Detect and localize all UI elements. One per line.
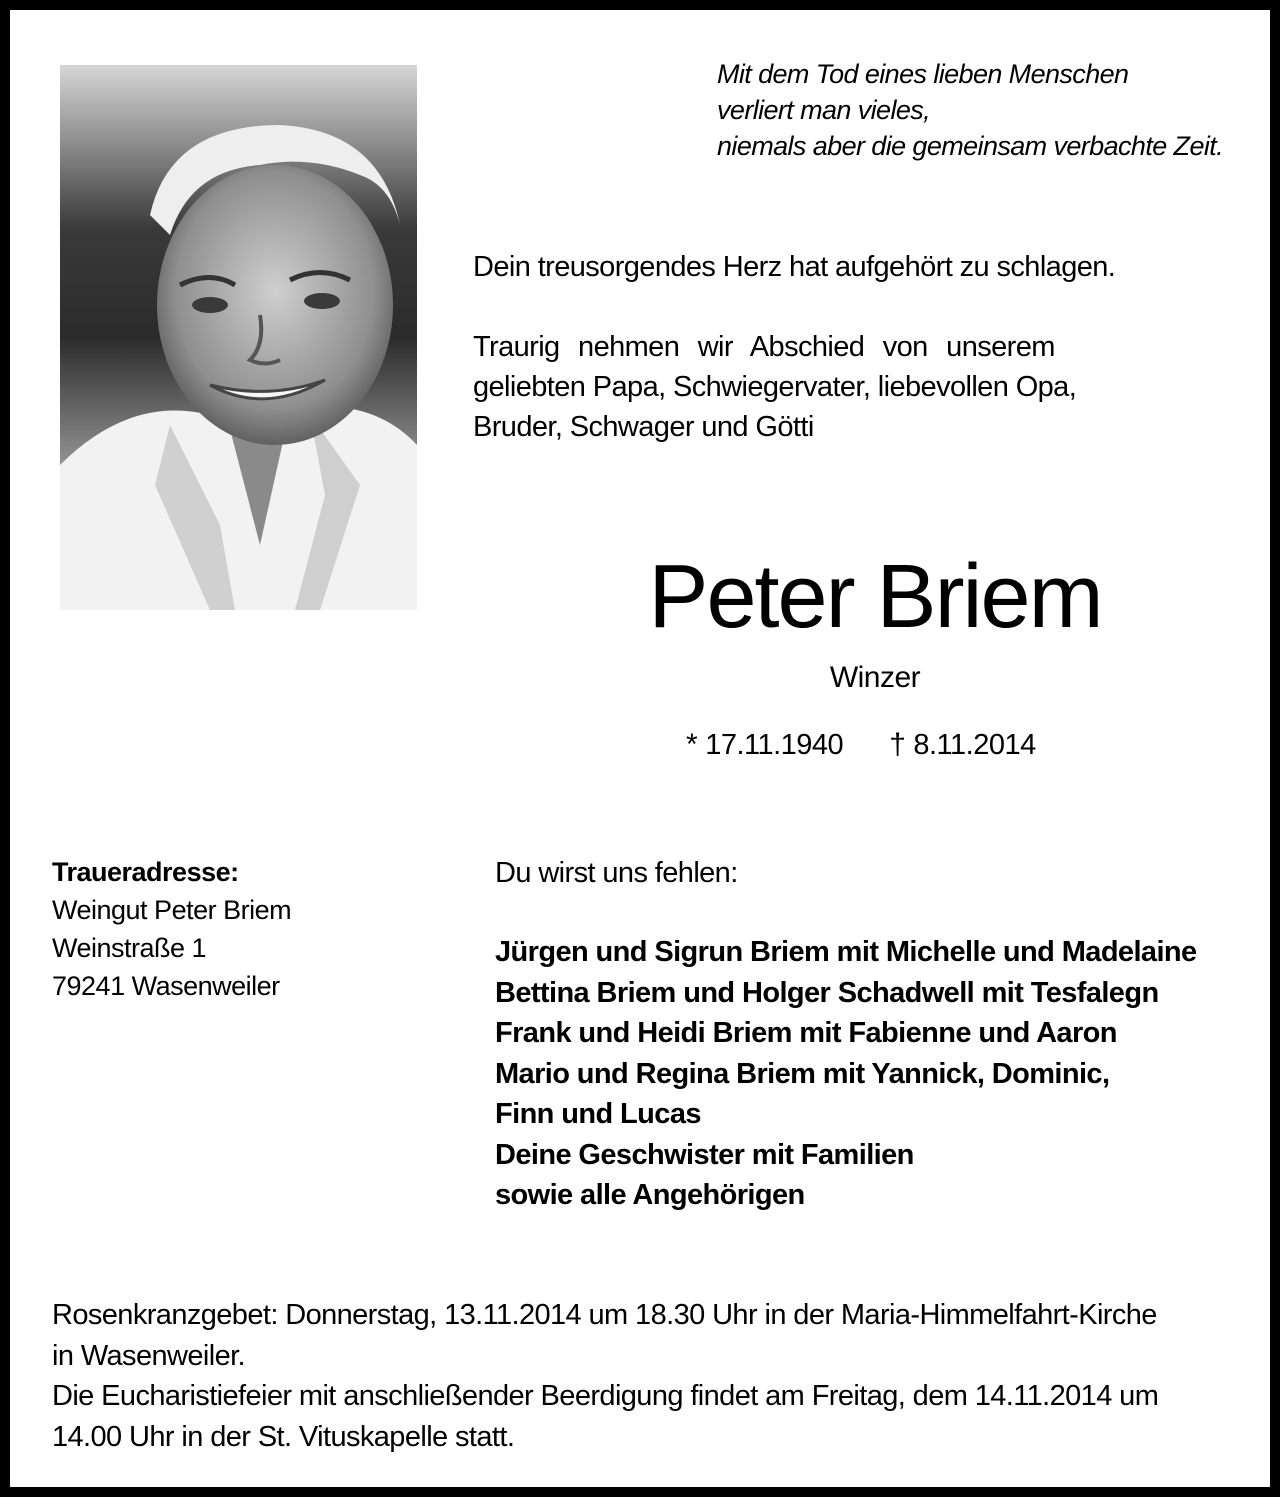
death-date: 8.11.2014 xyxy=(913,729,1036,761)
deceased-occupation: Winzer xyxy=(829,661,921,694)
mourning-address xyxy=(52,853,291,1005)
address-line: Weinstraße 1 xyxy=(52,933,207,963)
deceased-name: Peter Briem xyxy=(648,547,1102,647)
portrait-illustration xyxy=(60,65,417,610)
farewell-line: Traurig nehmen wir Abschied von unserem xyxy=(473,331,1055,363)
mourner-line: Mario und Regina Briem mit Yannick, Dominic, xyxy=(495,1057,1110,1090)
portrait-photo xyxy=(60,65,417,610)
birth-date: 17.11.1940 xyxy=(705,729,844,761)
service-line: Rosenkranzgebet: Donnerstag, 13.11.2014 um 18.30 Uhr in der Maria-Himmelfahrt-Kirche xyxy=(52,1299,1157,1331)
intro-heart-text: Dein treusorgendes Herz hat aufgehört zu schlagen. xyxy=(473,251,1116,283)
mourner-line: Deine Geschwister mit Familien xyxy=(495,1138,914,1171)
address-heading: Traueradresse: xyxy=(52,857,239,887)
quote-line: verliert man vieles, xyxy=(717,95,931,125)
service-details xyxy=(52,1295,1158,1457)
mourner-line: sowie alle Angehörigen xyxy=(495,1179,805,1211)
service-line: Die Eucharistiefeier mit anschließender Beerdigung findet am Freitag, dem 14.11.2014 um xyxy=(52,1380,1159,1412)
farewell-line: geliebten Papa, Schwiegervater, liebevollen Opa, xyxy=(473,371,1077,403)
mourner-line: Frank und Heidi Briem mit Fabienne und Aaron xyxy=(495,1017,1117,1049)
address-line: 79241 Wasenweiler xyxy=(52,971,280,1001)
address-line: Weingut Peter Briem xyxy=(52,895,292,925)
mourner-line: Finn und Lucas xyxy=(495,1098,701,1130)
service-line: in Wasenweiler. xyxy=(52,1339,246,1372)
star-icon: * xyxy=(686,728,698,761)
mourners-list xyxy=(495,932,1197,1216)
intro-farewell-text xyxy=(473,327,1077,447)
cross-icon: † xyxy=(889,728,906,761)
mourners-intro: Du wirst uns fehlen: xyxy=(495,857,738,889)
quote-line: niemals aber die gemeinsam verbachte Zeit. xyxy=(717,131,1224,161)
service-line: 14.00 Uhr in der St. Vituskapelle statt. xyxy=(52,1420,515,1453)
mourner-line: Bettina Briem und Holger Schadwell mit Tesfalegn xyxy=(495,976,1159,1009)
mourner-line: Jürgen und Sigrun Briem mit Michelle und Madelaine xyxy=(495,936,1197,968)
life-dates xyxy=(686,723,1036,767)
farewell-line: Bruder, Schwager und Götti xyxy=(473,411,814,443)
memorial-quote xyxy=(717,56,1257,164)
quote-line: Mit dem Tod eines lieben Menschen xyxy=(717,59,1129,89)
